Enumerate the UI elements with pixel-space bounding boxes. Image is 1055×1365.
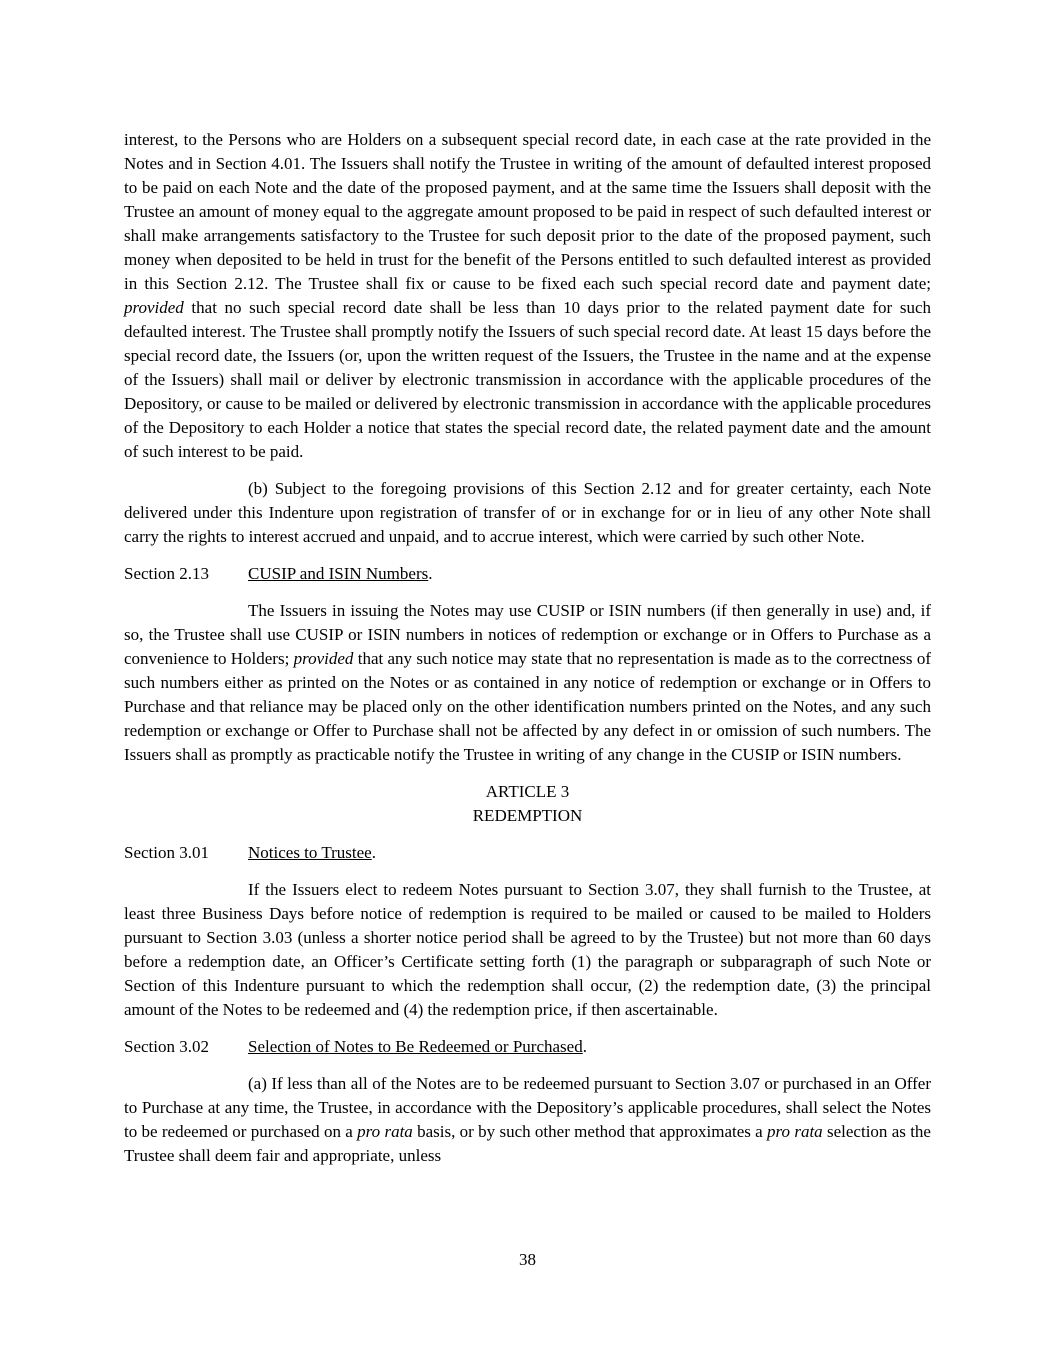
paragraph-subsection-b [124,477,931,549]
section-3-01-heading [124,841,931,865]
section-3-02-heading [124,1035,931,1059]
text-run: The Issuers in issuing the Notes may use CUSIP or ISIN numbers (if then generally in use) and, if so, the Trustee shall use CUSIP or ISIN numbers in notices of redemption or exchange or in Offers to Purchase as a convenience to Holders; [124,601,931,668]
paragraph-defaulted-interest-continuation [124,128,931,464]
section-number: Section 3.01 [124,843,209,862]
text-run: that any such notice may state that no representation is made as to the correctness of such numbers either as printed on the Notes or as contained in any notice of redemption or exchange or in Offers to Purchase and that reliance may be placed only on the other identification numbers printed on the Notes, and any such redemption or exchange or Offer to Purchase shall not be affected by any defect in or omission of such numbers. The Issuers shall as promptly as practicable notify the Trustee in writing of any change in the CUSIP or ISIN numbers. [124,649,931,764]
text-run: basis, or by such other method that approximates a [412,1122,768,1141]
text-run: that no such special record date shall be less than 10 days prior to the related payment date for such defaulted interest. The Trustee shall promptly notify the Issuers of such special record date. At least 15 days before the special record date, the Issuers (or, upon the written request of the Issuers, the Trustee in the name and at the expense of the Issuers) shall mail or deliver by electronic transmission in accordance with the applicable procedures of the Depository, or cause to be mailed or delivered by electronic transmission in accordance with the applicable procedures of the Depository to each Holder a notice that states the special record date, the related payment date and the amount of such interest to be paid. [124,298,931,461]
article-3-heading [124,780,931,828]
text-run: interest, to the Persons who are Holders on a subsequent special record date, in each case at the rate provided in the Notes and in Section 4.01. The Issuers shall notify the Trustee in writing of the amount of defaulted interest proposed to be paid on each Note and the date of the proposed payment, and at the same time the Issuers shall deposit with the Trustee an amount of money equal to the aggregate amount proposed to be paid in respect of such defaulted interest or shall make arrangements satisfactory to the Trustee for such deposit prior to the date of the proposed payment, such money when deposited to be held in trust for the benefit of the Persons entitled to such defaulted interest as provided in this Section 2.12. The Trustee shall fix or cause to be fixed each such special record date and payment date; [124,130,931,293]
section-number: Section 2.13 [124,564,209,583]
section-title: Notices to Trustee [248,843,372,862]
section-title-period: . [371,843,376,862]
section-number: Section 3.02 [124,1037,209,1056]
article-3-title: ARTICLE 3 [485,782,570,801]
text-run-italic-pro-rata: pro rata [357,1122,413,1141]
text-run: selection as the Trustee shall deem fair and appropriate, unless [124,1122,931,1165]
text-run-italic-provided: provided [293,649,354,668]
text-run: If the Issuers elect to redeem Notes pursuant to Section 3.07, they shall furnish to the Trustee, at least three Business Days before notice of redemption is required to be mailed or caused to be mailed to Holders pursuant to Section 3.03 (unless a shorter notice period shall be agreed to by the Trustee) but not more than 60 days before a redemption date, an Officer’s Certificate setting forth (1) the paragraph or subparagraph of such Note or Section of this Indenture pursuant to which the redemption shall occur, (2) the redemption date, (3) the principal amount of the Notes to be redeemed and (4) the redemption price, if then ascertainable. [124,880,931,1019]
section-title-period: . [428,564,433,583]
section-title: CUSIP and ISIN Numbers [248,564,429,583]
text-run-italic-pro-rata: pro rata [767,1122,823,1141]
paragraph-notices-to-trustee [124,878,931,1022]
section-title: Selection of Notes to Be Redeemed or Purchased [248,1037,583,1056]
paragraph-cusip-isin [124,599,931,767]
text-run: (a) If less than all of the Notes are to be redeemed pursuant to Section 3.07 or purchased in an Offer to Purchase at any time, the Trustee, in accordance with the Depository’s applicable procedures, shall select the Notes to be redeemed or purchased on a [124,1074,931,1141]
text-run-italic-provided: provided [124,298,184,317]
section-2-13-heading [124,562,931,586]
text-run: (b) Subject to the foregoing provisions of this Section 2.12 and for greater certainty, each Note delivered under this Indenture upon registration of transfer of or in exchange for or in lieu of any other Note shall carry the rights to interest accrued and unpaid, and to accrue interest, which were carried by such other Note. [124,479,931,546]
section-title-period: . [582,1037,587,1056]
page-number: 38 [519,1250,536,1269]
paragraph-selection-of-notes [124,1072,931,1168]
article-3-subtitle: REDEMPTION [472,806,583,825]
